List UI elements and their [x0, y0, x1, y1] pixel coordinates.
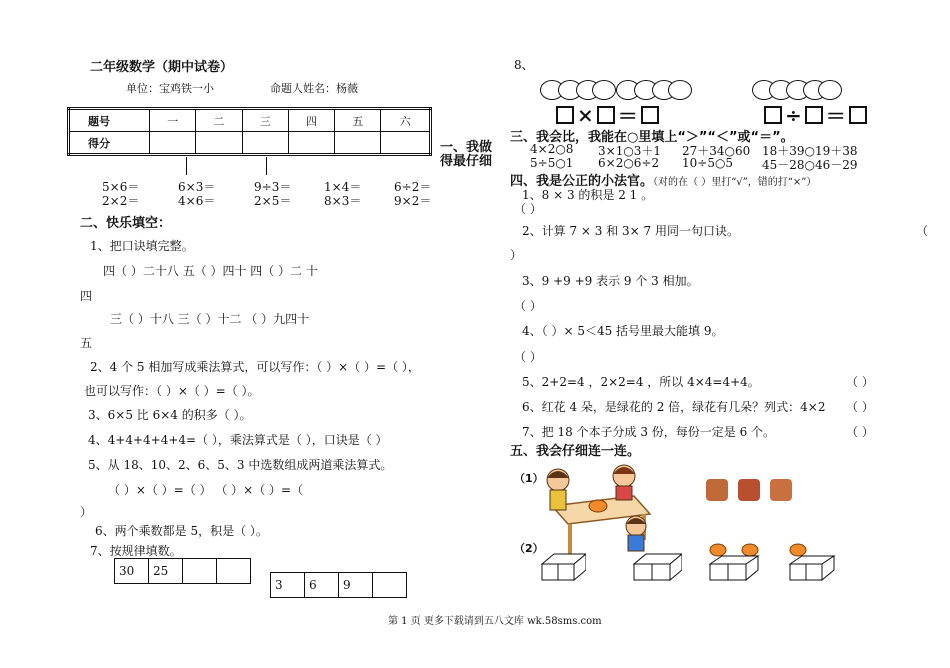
pumpkin-on-cubes	[786, 542, 842, 588]
equation-blank-2	[764, 100, 867, 129]
section-3-title: 三、我会比，我能在○里填上“＞”“＜”或“＝”。	[510, 130, 794, 145]
judge-paren[interactable]: （ ）	[514, 350, 542, 364]
compare-item: 27＋34○60	[682, 144, 751, 158]
compare-item: 6×2○6÷2	[598, 156, 660, 170]
match-label-2: （2）	[514, 542, 544, 555]
calc-item: 1×4＝	[324, 180, 362, 194]
score-col: 二	[196, 109, 242, 132]
q2-item-5: 5、从 18、10、2、6、5、3 中选数组成两道乘法算式。	[88, 458, 393, 472]
times-sign: ×	[577, 102, 594, 127]
peach-icon	[592, 80, 616, 100]
seq-cell[interactable]	[217, 559, 251, 584]
score-header-label: 题号	[69, 109, 150, 132]
pots-on-cubes	[706, 542, 768, 588]
seq-cell: 9	[339, 573, 373, 598]
fruit-group	[616, 68, 691, 102]
fruit-group	[752, 68, 840, 102]
judge-item-2: 2、计算 7 × 3 和 3× 7 用同一句口诀。	[522, 224, 739, 238]
section-1-title: 一、我做	[440, 140, 493, 155]
answer-box[interactable]	[597, 106, 615, 124]
judge-paren[interactable]: （ ）	[514, 299, 542, 313]
equation-blank-1	[556, 100, 659, 129]
q2-item-2: 2、4 个 5 相加写成乘法算式，可以写作：（ ）×（ ）=（ ），	[90, 360, 420, 374]
q2-item-6: 6、两个乘数都是 5，积是（ ）。	[95, 524, 268, 538]
equals-sign: ＝	[617, 104, 638, 128]
q2-item-3: 3、6×5 比 6×4 的积多（ ）。	[88, 408, 252, 422]
compare-item: 10÷5○5	[682, 156, 734, 170]
answer-box[interactable]	[556, 106, 574, 124]
compare-item: 45－28○46－29	[762, 158, 858, 172]
judge-item-1: 1、8 × 3 的积是 2 1 。	[522, 188, 654, 202]
score-cell[interactable]	[150, 132, 196, 155]
unit-label: 单位：宝鸡铁一小	[126, 82, 214, 95]
judge-paren[interactable]: （ ）	[846, 425, 874, 439]
sequence-table-2	[270, 572, 407, 598]
child-face-icon[interactable]	[738, 479, 760, 501]
calc-item: 2×2＝	[102, 194, 140, 208]
match-label-1: （1）	[514, 472, 544, 485]
divider-line	[186, 157, 187, 175]
seq-cell: 3	[271, 573, 305, 598]
section-4-note: （对的在（ ）里打“√”，错的打“×”）	[653, 177, 817, 188]
compare-item: 4×2○8	[530, 142, 574, 156]
author-label: 命题人姓名：杨薇	[270, 82, 358, 95]
judge-paren-close: ）	[510, 248, 523, 262]
q2-item-5b: （ ）×（ ）=（ ） （ ）×（ ）=（	[108, 483, 304, 497]
q8-label: 8、	[514, 58, 534, 72]
score-col: 五	[335, 109, 381, 132]
judge-item-6: 6、红花 4 朵，是绿花的 2 倍，绿花有几朵？列式：4×2	[522, 400, 826, 414]
q2-item-4: 4、4+4+4+4+4=（ ），乘法算式是（ ），口诀是（ ）	[88, 433, 388, 447]
fruit-group	[540, 68, 615, 102]
q2-item-7: 7、按规律填数。	[90, 544, 182, 558]
answer-box[interactable]	[805, 106, 823, 124]
judge-paren[interactable]: （ ）	[514, 202, 542, 216]
q2-item-1-row2-wrap: 五	[80, 336, 93, 350]
judge-item-5: 5、2+2=4 ，2×2=4 ，所以 4×4=4+4。	[522, 375, 760, 389]
child-face-icon[interactable]	[706, 479, 728, 501]
sequence-table-1	[114, 558, 251, 584]
q2-item-1-row1: 四（ ）二十八 五（ ）四十 四（ ）二 十	[103, 264, 318, 278]
divide-sign: ÷	[785, 102, 802, 127]
q2-item-1-row1-wrap: 四	[80, 289, 93, 303]
compare-item: 5÷5○1	[530, 156, 574, 170]
calc-item: 9×2＝	[394, 194, 432, 208]
calc-item: 8×3＝	[324, 194, 362, 208]
calc-item: 4×6＝	[178, 194, 216, 208]
seq-cell: 6	[305, 573, 339, 598]
divider-line	[266, 157, 267, 175]
calc-item: 6×3＝	[178, 180, 216, 194]
calc-item: 9÷3＝	[254, 180, 292, 194]
score-col: 六	[381, 109, 431, 132]
score-col: 四	[288, 109, 334, 132]
peach-icon	[818, 80, 842, 100]
seq-cell: 25	[149, 559, 183, 584]
score-col: 三	[242, 109, 288, 132]
judge-item-7: 7、把 18 个本子分成 3 份，每份一定是 6 个。	[522, 425, 776, 439]
q2-item-5c: ）	[80, 505, 93, 519]
calc-item: 2×5＝	[254, 194, 292, 208]
judge-item-4: 4、（ ）× 5＜45 括号里最大能填 9。	[522, 324, 724, 338]
judge-item-3: 3、9 +9 +9 表示 9 个 3 相加。	[522, 274, 699, 288]
calc-item: 5×6＝	[102, 180, 140, 194]
cube-stack-1	[540, 550, 586, 588]
section-2-title: 二、快乐填空：	[80, 216, 172, 231]
child-face-icon[interactable]	[770, 479, 792, 501]
score-cell[interactable]	[335, 132, 381, 155]
judge-paren[interactable]: （ ）	[846, 400, 874, 414]
q2-item-1: 1、把口诀填完整。	[90, 239, 194, 253]
calc-item: 6÷2＝	[394, 180, 432, 194]
q2-item-1-row2: 三（ ）十八 三（ ）十二 （ ）九四十	[110, 312, 310, 326]
compare-item: 3×1○3＋1	[598, 144, 662, 158]
q2-item-2b: 也可以写作：（ ）×（ ）=（ ）。	[84, 384, 260, 398]
seq-cell[interactable]	[183, 559, 217, 584]
exam-title: 二年级数学（期中试卷）	[90, 60, 234, 75]
cube-stack-2	[632, 550, 682, 588]
seq-cell: 30	[115, 559, 149, 584]
answer-box[interactable]	[849, 106, 867, 124]
peach-icon	[668, 80, 692, 100]
judge-paren[interactable]: （	[916, 224, 929, 238]
section-1-title-2: 得最仔细	[440, 154, 493, 169]
answer-box[interactable]	[764, 106, 782, 124]
score-cell[interactable]	[196, 132, 242, 155]
score-col: 一	[150, 109, 196, 132]
equals-sign: ＝	[825, 104, 846, 128]
score-row-label: 得分	[69, 132, 150, 155]
compare-item: 18＋39○19＋38	[762, 144, 858, 158]
score-cell[interactable]	[381, 132, 431, 155]
score-cell[interactable]	[242, 132, 288, 155]
seq-cell[interactable]	[373, 573, 407, 598]
score-table	[67, 107, 432, 156]
page-footer: 第 1 页 更多下载请到五八文库 wk.58sms.com	[388, 616, 602, 627]
answer-box[interactable]	[641, 106, 659, 124]
section-4-title: 四、我是公正的小法官。	[510, 174, 654, 189]
judge-paren[interactable]: （ ）	[846, 375, 874, 389]
section-5-title: 五、我会仔细连一连。	[510, 444, 641, 459]
score-cell[interactable]	[288, 132, 334, 155]
